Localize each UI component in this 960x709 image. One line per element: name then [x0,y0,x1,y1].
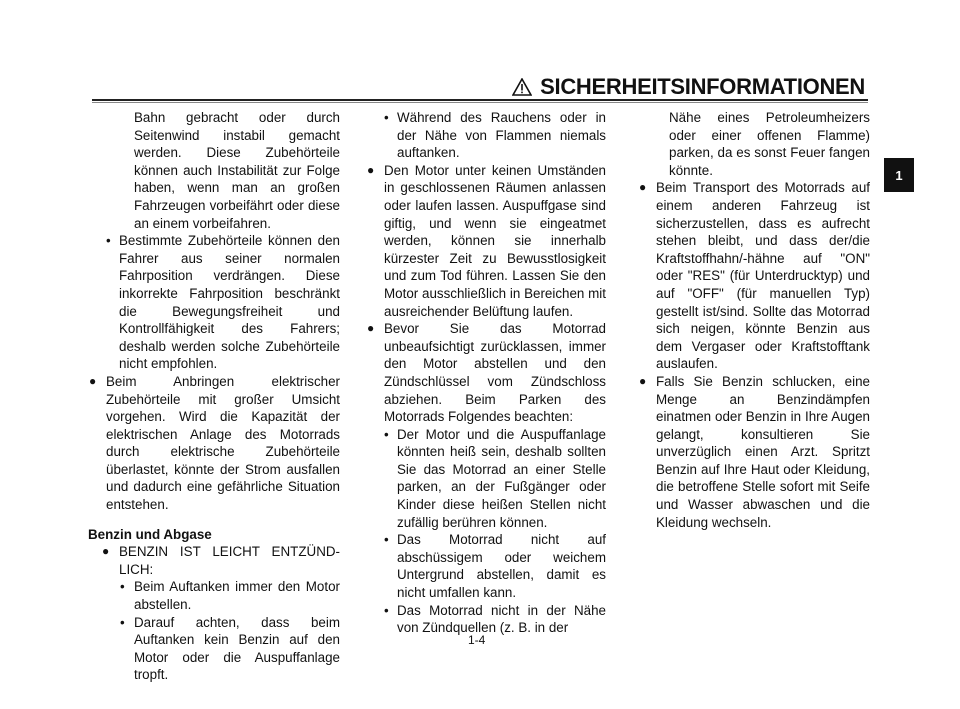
dot-benzin: ● BENZIN IST LEICHT ENTZÜND-LICH: [88,543,340,578]
bullet-spill: • Darauf achten, dass beim Auftanken kein Benzin auf den Motor oder die Auspuffanlage tropft. [88,614,340,684]
section-title-text: SICHERHEITSINFORMATIONEN [540,74,865,99]
bullet-hot: • Der Motor und die Auspuffanlage könnten heiß sein, deshalb sollten Sie das Motorrad an einer Stelle parken, an der Fußgänger oder Kinder diese heißen Stellen nicht zufällig berühren können. [366,426,606,532]
bullet-ignition: • Das Motorrad nicht in der Nähe von Zündquellen (z. B. in der [366,602,606,637]
dot-transport: ● Beim Transport des Motorrads auf einem anderen Fahrzeug ist sicherzustellen, dass es aufrecht stehen bleibt, und dass der/die Kraftstoffhahn/-hähne auf "ON" oder "RES" (für Unterdrucktyp) und auf "OFF" (für manuellen Typ) gestellt ist/sind. Sollte das Motorrad sich neigen, könnte Benzin aus dem Vergaser oder Kraftstofftank auslaufen. [638,179,870,373]
column-3 [638,109,870,531]
paragraph-continued-2: Nähe eines Petroleumheizers oder einer offenen Flamme) parken, da es sonst Feuer fangen könnte. [669,110,870,178]
dot-parking: ● Bevor Sie das Motorrad unbeaufsichtigt zurücklassen, immer den Motor abstellen und den Zündschlüssel vom Zündschloss abziehen. Beim Parken des Motorrads Folgendes beachten: [366,320,606,426]
bullet-slope: • Das Motorrad nicht auf abschüssigem oder weichem Untergrund abstellen, damit es nicht umfallen kann. [366,531,606,601]
dot-electrical: ● Beim Anbringen elektrischer Zubehörteile mit großer Umsicht vorgehen. Wird die Kapazität der elektrischen Anlage des Motorrads durch elektrische Zubehörteile überlastet, könnte der Strom ausfallen und dadurch eine gefährliche Situation entstehen. [88,373,340,514]
page-header [0,72,960,102]
bullet-engine-off: • Beim Auftanken immer den Motor abstellen. [88,578,340,613]
column-2 [366,109,606,637]
paragraph-continued: Bahn gebracht oder durch Seitenwind instabil gemacht werden. Diese Zubehörteile können auch Instabilität zur Folge haben, wenn man an großen Fahrzeugen vorbeifährt oder diese an einem vorbeifahren. [134,110,340,231]
section-title [512,74,865,100]
bullet-accessories: • Bestimmte Zubehörteile können den Fahrer aus seiner normalen Fahrposition verdrängen. Diese inkorrekte Fahrposition beschränkt die Bewegungsfreiheit und Kontrollfähigkeit des Fahrers; deshalb werden solche Zubehörteile nicht empfohlen. [88,232,340,373]
warning-triangle-icon [512,78,532,96]
column-1 [88,109,340,684]
page-number: 1-4 [468,633,486,647]
chapter-tab: 1 [884,158,914,192]
subheading-benzin: Benzin und Abgase [88,526,212,542]
header-rule [92,99,868,101]
dot-swallow: ● Falls Sie Benzin schlucken, eine Menge an Benzindämpfen einatmen oder Benzin in Ihre Augen gelangt, konsultieren Sie unverzüglich einen Arzt. Spritzt Benzin auf Ihre Haut oder Kleidung, die betroffene Stelle sofort mit Seife und Wasser abwaschen und die Kleidung wechseln. [638,373,870,531]
header-rule-thin [92,102,868,103]
dot-closed-rooms: ● Den Motor unter keinen Umständen in geschlossenen Räumen anlassen oder laufen lassen. Auspuffgase sind giftig, und wenn sie eingeatmet werden, können sie innerhalb kürzester Zeit zu Bewusstlosigkeit und zum Tod führen. Lassen Sie den Motor ausschließlich in Bereichen mit ausreichender Belüftung laufen. [366,162,606,320]
bullet-smoking: • Während des Rauchens oder in der Nähe von Flammen niemals auftanken. [366,109,606,162]
